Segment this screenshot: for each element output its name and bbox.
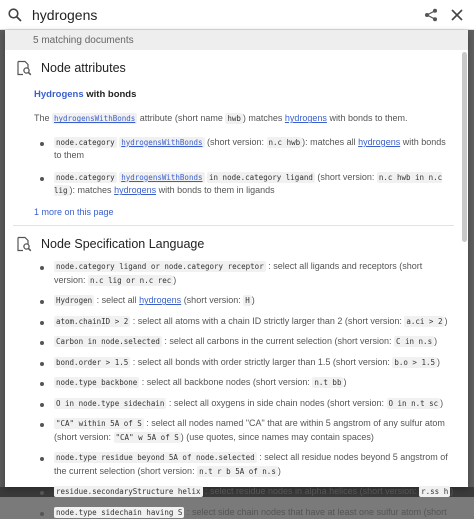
search-actions [420,0,474,30]
match-paragraph [34,112,454,126]
list-item [34,451,454,478]
list-item [34,315,454,329]
code-snippet: "CA" w 5A of S [115,432,179,442]
search-icon[interactable] [0,0,30,30]
item-text: (short version: [204,136,267,147]
item-text: : select all ligands and receptors (short version: [54,261,423,285]
match-heading-rest: with bonds [83,89,137,100]
result-node-attributes[interactable] [5,52,468,226]
item-text: ): matches [69,185,115,196]
item-text: ) [277,465,281,476]
search-results-panel [5,30,468,517]
code-snippet: Carbon in node.selected [56,337,160,347]
code-snippet: a.ci > 2 [406,316,443,326]
code-snippet: b.o > 1.5 [394,357,436,367]
document-search-icon [13,57,35,79]
item-text: : select all backbone nodes (short version: [139,377,313,388]
code-snippet: node.category [56,137,115,147]
list-item [34,376,454,390]
code-snippet: O in node.type sidechain [56,398,165,408]
code-snippet: in node.category ligand [209,172,313,182]
hydrogens-link[interactable]: hydrogens [358,136,401,147]
item-text: : select all residue nodes beyond 5 angstrom of the current selection (short version: [54,452,448,476]
code-link[interactable]: hydrogensWithBonds [121,137,203,147]
item-text: with bonds to them [54,136,446,161]
item-text: : select all carbons in the current selection (short version: [161,336,394,347]
item-text: : select all bonds with order strictly larger than 1.5 (short version: [130,356,393,367]
example-list [34,136,454,198]
item-text: : select side chain nodes that have at least one sulfur atom (short [184,506,447,517]
list-item [34,171,454,198]
result-header[interactable] [13,52,454,84]
background-app-right [468,30,474,497]
item-text: with bonds to them in ligands [156,185,275,196]
share-icon[interactable] [420,0,442,30]
code-snippet: "CA" within 5A of S [56,419,142,429]
document-search-icon [13,233,35,255]
result-title[interactable]: Node attributes [41,61,126,75]
code-snippet: H [245,296,250,306]
item-text: ) [251,295,255,306]
list-item [34,356,454,370]
para-text: attribute (short name [137,113,226,124]
para-text: ) matches [242,113,285,124]
result-header[interactable] [13,228,454,260]
item-text: ) [437,356,441,367]
code-snippet: atom.chainID > 2 [56,316,129,326]
list-item [34,485,454,499]
code-snippet: node.type residue beyond 5A of node.selected [56,453,255,463]
item-text: : select all oxygens in side chain nodes (short version: [166,397,387,408]
item-text: ) [173,274,177,285]
item-text: : select all [94,295,140,306]
item-text: ) [434,336,438,347]
item-text: ) [450,486,454,497]
item-text: : select all nodes named "CA" that are within 5 angstrom of any sulfur atom (short version: [54,418,445,442]
example-list [34,260,454,519]
code-snippet: n.c lig or n.c rec [90,275,172,285]
item-text: ): matches all [302,136,359,147]
result-node-specification-language[interactable] [5,228,468,519]
close-icon[interactable] [446,0,468,30]
para-text: The [34,113,53,124]
code-snippet: O in n.t sc [388,398,439,408]
code-snippet: residue.secondaryStructure helix [56,487,201,497]
code-snippet: node.type backbone [56,378,138,388]
code-snippet: C in n.s [395,337,433,347]
hydrogens-link[interactable]: hydrogens [284,113,327,124]
match-heading-highlight: Hydrogens [34,89,84,100]
list-item [34,136,454,163]
search-input[interactable] [30,0,420,30]
code-snippet: node.type sidechain having S [56,507,183,517]
code-link[interactable]: hydrogensWithBonds [54,114,136,124]
code-snippet: n.c hwb in n.c lig [54,172,443,196]
list-item [34,506,454,519]
code-link[interactable]: hydrogensWithBonds [121,172,203,182]
list-item [34,260,454,287]
item-text: (short version: [314,171,377,182]
code-snippet: r.ss h [421,487,449,497]
code-snippet: n.t r b 5A of n.s [199,466,276,476]
search-bar [0,0,474,30]
item-text: : select residue nodes in alpha helices (short version: [202,486,420,497]
code-snippet: node.category ligand or node.category receptor [56,262,264,272]
results-scrollbar[interactable] [462,52,467,242]
list-item [34,397,454,411]
divider [13,225,454,226]
result-title[interactable]: Node Specification Language [41,237,205,252]
match-heading [34,88,454,102]
list-item [34,294,454,308]
item-text: ) [343,377,347,388]
item-text: ) [444,315,448,326]
code-snippet: Hydrogen [56,296,93,306]
code-snippet: node.category [56,172,115,182]
item-text: ) (use quotes, since names may contain spaces) [180,431,374,442]
hydrogens-link[interactable]: hydrogens [139,295,182,306]
item-text: : select all atoms with a chain ID strictly larger than 2 (short version: [130,315,405,326]
item-text: ) [440,397,444,408]
hydrogens-link[interactable]: hydrogens [114,185,157,196]
list-item [34,335,454,349]
result-count: 5 matching documents [5,30,468,50]
list-item [34,417,454,444]
code-snippet: bond.order > 1.5 [56,357,129,367]
code-snippet: n.c hwb [268,137,301,147]
code-snippet: hwb [227,114,241,124]
more-matches-link[interactable]: 1 more on this page [34,206,114,217]
code-snippet: n.t bb [314,378,342,388]
para-text: with bonds to them. [326,113,408,124]
item-text: (short version: [181,295,244,306]
